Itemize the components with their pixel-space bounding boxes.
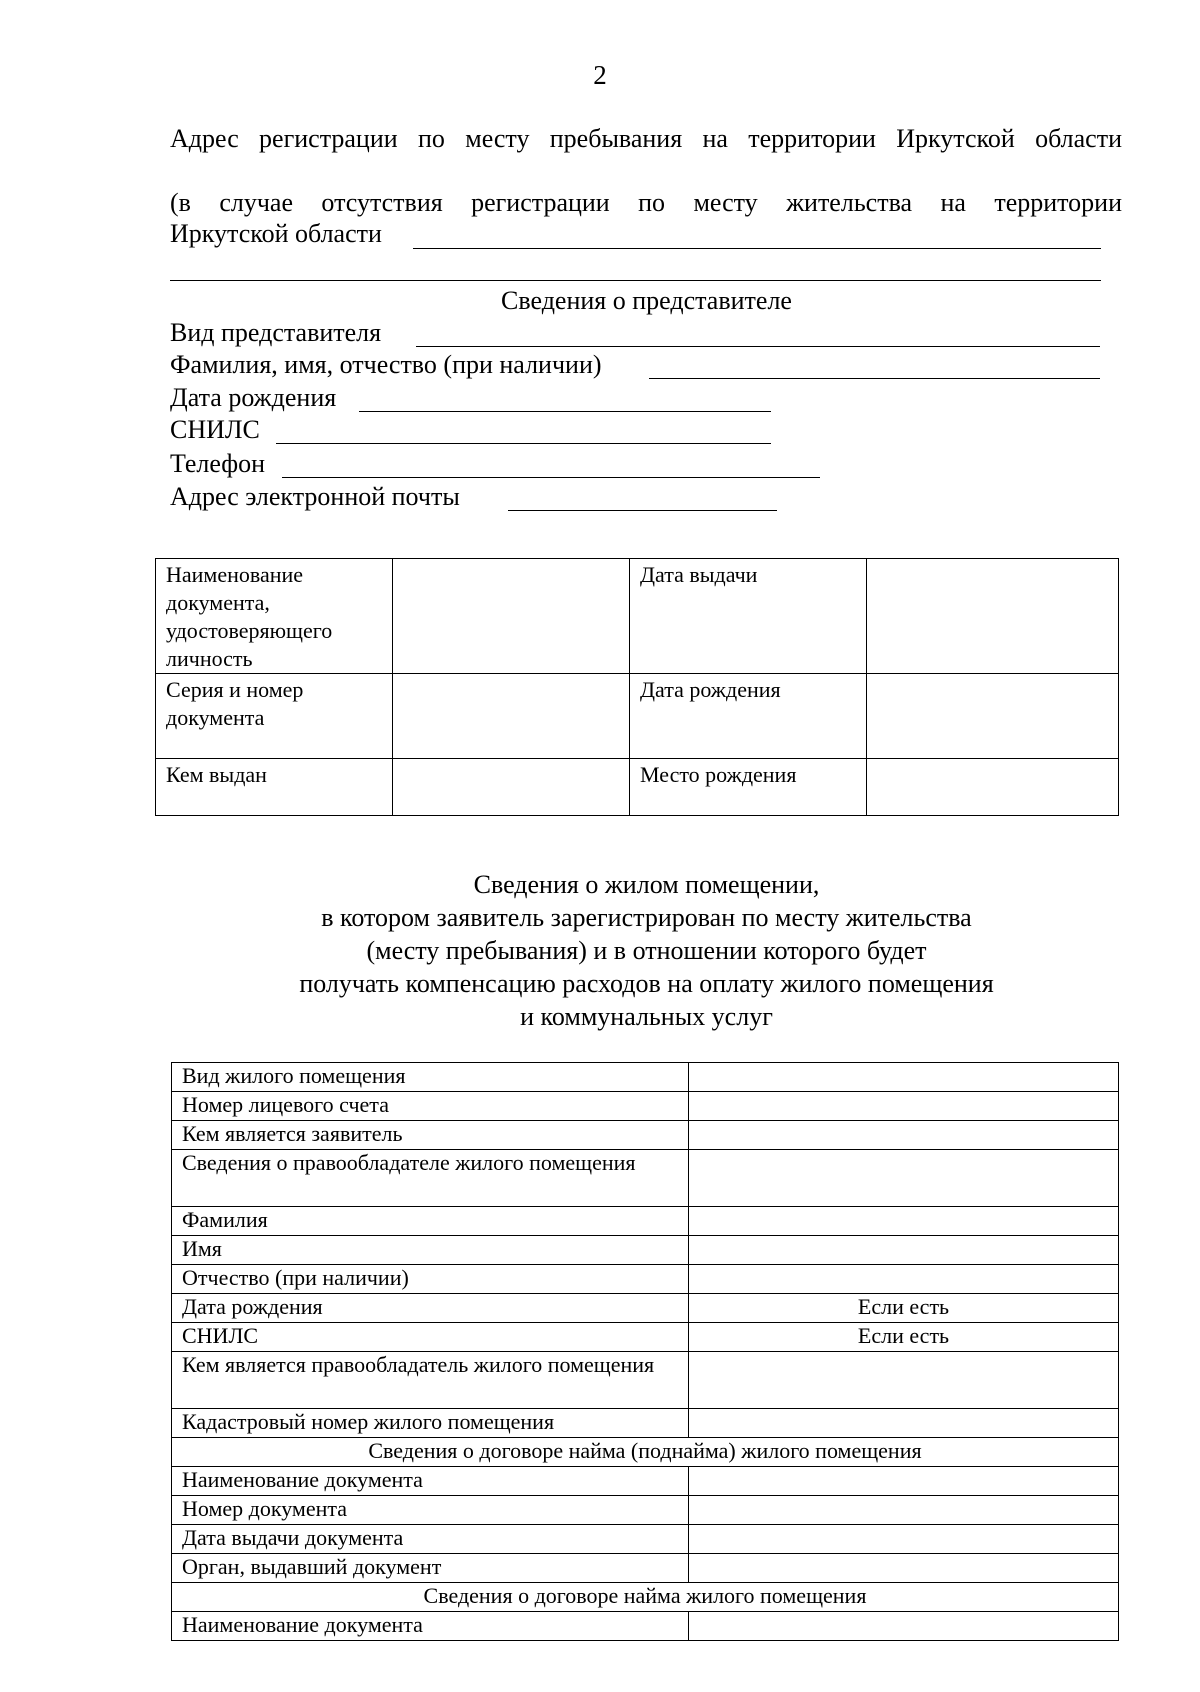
cadastral-value[interactable] [689,1409,1119,1438]
sublease-doc-number-value[interactable] [689,1496,1119,1525]
owner-info-label [172,1150,689,1207]
surname-label: Фамилия [172,1207,689,1236]
address-line-1: Адрес регистрации по месту пребывания на территории Иркутской области [170,124,1122,153]
rep-birthdate-input[interactable] [359,411,771,412]
patronymic-value[interactable] [689,1265,1119,1294]
address-line-2: (в случае отсутствия регистрации по месту жительства на территории [170,188,1122,217]
address-input-line-2[interactable] [170,280,1101,281]
rep-email-label: Адрес электронной почты [170,482,460,511]
id-birth-date-label: Дата рождения [630,674,867,759]
owner-snils-label: СНИЛС [172,1323,689,1352]
owner-snils-value[interactable]: Если есть [689,1323,1119,1352]
id-birth-date-value[interactable] [867,674,1119,759]
name-value[interactable] [689,1236,1119,1265]
applicant-role-label: Кем является заявитель [172,1121,689,1150]
sublease-issuer-label: Орган, выдавший документ [172,1554,689,1583]
page-number: 2 [593,60,607,90]
id-issued-by-value[interactable] [393,759,630,816]
owner-info-label-text: Сведения о правообладателе жилого помещения [182,1150,636,1175]
account-number-label: Номер лицевого счета [172,1092,689,1121]
owner-birthdate-label: Дата рождения [172,1294,689,1323]
owner-info-value[interactable] [689,1150,1119,1207]
lease-doc-name-value[interactable] [689,1612,1119,1641]
owner-birthdate-value[interactable]: Если есть [689,1294,1119,1323]
rep-birthdate-label: Дата рождения [170,383,337,412]
sublease-section-title: Сведения о договоре найма (поднайма) жилого помещения [172,1438,1119,1467]
rep-type-label: Вид представителя [170,318,382,347]
sublease-doc-name-value[interactable] [689,1467,1119,1496]
housing-heading-line-2: в котором заявитель зарегистрирован по месту жительства [321,903,972,932]
patronymic-label: Отчество (при наличии) [172,1265,689,1294]
lease-doc-name-label: Наименование документа [172,1612,689,1641]
name-label: Имя [172,1236,689,1265]
rep-phone-input[interactable] [282,477,820,478]
id-doc-name-label: Наименование документа, удостоверяющего личность [156,559,393,674]
owner-role-label-text: Кем является правообладатель жилого помещения [182,1352,655,1377]
housing-heading-line-3: (месту пребывания) и в отношении которого будет [366,936,927,965]
housing-heading-line-5: и коммунальных услуг [520,1002,773,1031]
owner-role-label [172,1352,689,1409]
id-issued-by-label: Кем выдан [156,759,393,816]
id-issue-date-label: Дата выдачи [630,559,867,674]
lease-section-title: Сведения о договоре найма жилого помещения [172,1583,1119,1612]
surname-value[interactable] [689,1207,1119,1236]
account-number-value[interactable] [689,1092,1119,1121]
sublease-doc-name-label: Наименование документа [172,1467,689,1496]
rep-snils-input[interactable] [276,443,771,444]
id-birth-place-value[interactable] [867,759,1119,816]
sublease-issue-date-value[interactable] [689,1525,1119,1554]
id-series-number-label: Серия и номер документа [156,674,393,759]
cadastral-label: Кадастровый номер жилого помещения [172,1409,689,1438]
housing-heading [0,868,1200,1033]
sublease-doc-number-label: Номер документа [172,1496,689,1525]
applicant-role-value[interactable] [689,1121,1119,1150]
housing-table [171,1062,1119,1641]
id-series-number-value[interactable] [393,674,630,759]
id-issue-date-value[interactable] [867,559,1119,674]
sublease-issuer-value[interactable] [689,1554,1119,1583]
rep-phone-label: Телефон [170,449,266,478]
rep-snils-label: СНИЛС [170,415,260,444]
housing-type-label: Вид жилого помещения [172,1063,689,1092]
housing-heading-line-1: Сведения о жилом помещении, [473,870,820,899]
housing-heading-line-4: получать компенсацию расходов на оплату жилого помещения [299,969,994,998]
representative-heading: Сведения о представителе [501,286,792,315]
identity-document-table [155,558,1119,816]
rep-email-input[interactable] [508,510,777,511]
housing-type-value[interactable] [689,1063,1119,1092]
rep-type-input[interactable] [416,346,1100,347]
address-input-line-1[interactable] [413,248,1101,249]
sublease-issue-date-label: Дата выдачи документа [172,1525,689,1554]
rep-fio-label: Фамилия, имя, отчество (при наличии) [170,350,602,379]
address-line-3: Иркутской области [170,219,382,248]
id-doc-name-value[interactable] [393,559,630,674]
id-birth-place-label: Место рождения [630,759,867,816]
owner-role-value[interactable] [689,1352,1119,1409]
rep-fio-input[interactable] [649,378,1100,379]
